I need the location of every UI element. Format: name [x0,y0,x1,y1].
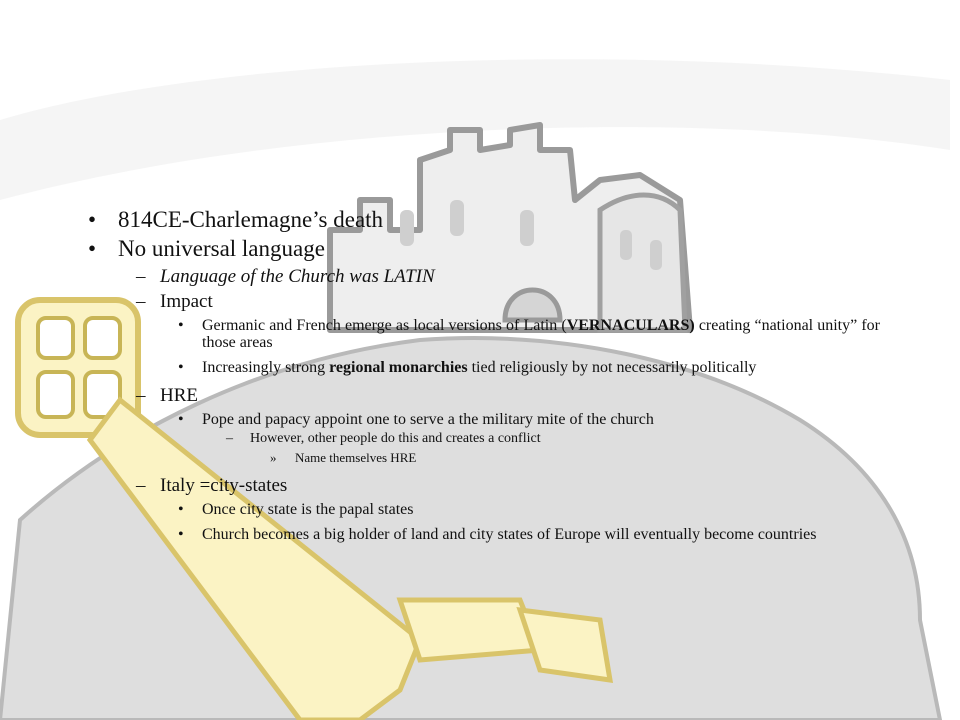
dash-marker: – [136,291,146,312]
bullet-marker: • [178,317,184,334]
point-text: Church becomes a big holder of land and city states of Europe will eventually become countries [202,526,817,543]
bullet-text: 814CE-Charlemagne’s death [118,207,384,232]
dash-marker: – [136,266,146,287]
point-church-land [80,526,880,543]
point-bold: regional monarchies [329,359,468,376]
point-text: Pope and papacy appoint one to serve a the military mite of the church [202,411,654,428]
point-text: Germanic and French emerge as local versions of Latin ( [202,317,567,334]
point-papal-states [80,501,880,518]
point-bold: VERNACULARS) [566,317,695,334]
chevron-marker: » [270,450,277,465]
sub-text: Impact [160,291,213,312]
bullet-marker: • [178,359,184,376]
bullet-marker: • [88,236,97,261]
point-text: creating “national unity” for those areas [202,317,881,351]
subsubpoint-hre-name [80,449,880,466]
subpoint-conflict [80,430,880,447]
bullet-marker: • [178,411,184,428]
point-vernaculars [80,317,880,351]
point-text: tied religiously by not necessarily politically [467,359,757,376]
bullet-marker: • [88,207,97,232]
point-regional-monarchies [80,359,880,376]
subsubpoint-text: Name themselves HRE [295,450,417,465]
sub-impact [80,290,880,313]
bullet-text: No universal language [118,236,325,261]
subpoint-text: However, other people do this and creates a conflict [250,431,541,446]
sub-text: Language of the Church was LATIN [160,266,435,287]
sub-latin [80,265,880,288]
dash-marker: – [136,385,146,406]
bullet-marker: • [178,526,184,543]
sub-italy [80,474,880,497]
slide-content [80,205,880,543]
bullet-marker: • [178,501,184,518]
bullet-no-universal-language [80,234,880,263]
dash-marker: – [136,475,146,496]
point-text: Once city state is the papal states [202,501,414,518]
sub-text: Italy =city-states [160,475,288,496]
point-pope [80,411,880,428]
dash-marker: – [226,431,233,446]
sub-hre [80,384,880,407]
bullet-charlemagne [80,205,880,234]
point-text: Increasingly strong [202,359,330,376]
sub-text: HRE [160,385,198,406]
